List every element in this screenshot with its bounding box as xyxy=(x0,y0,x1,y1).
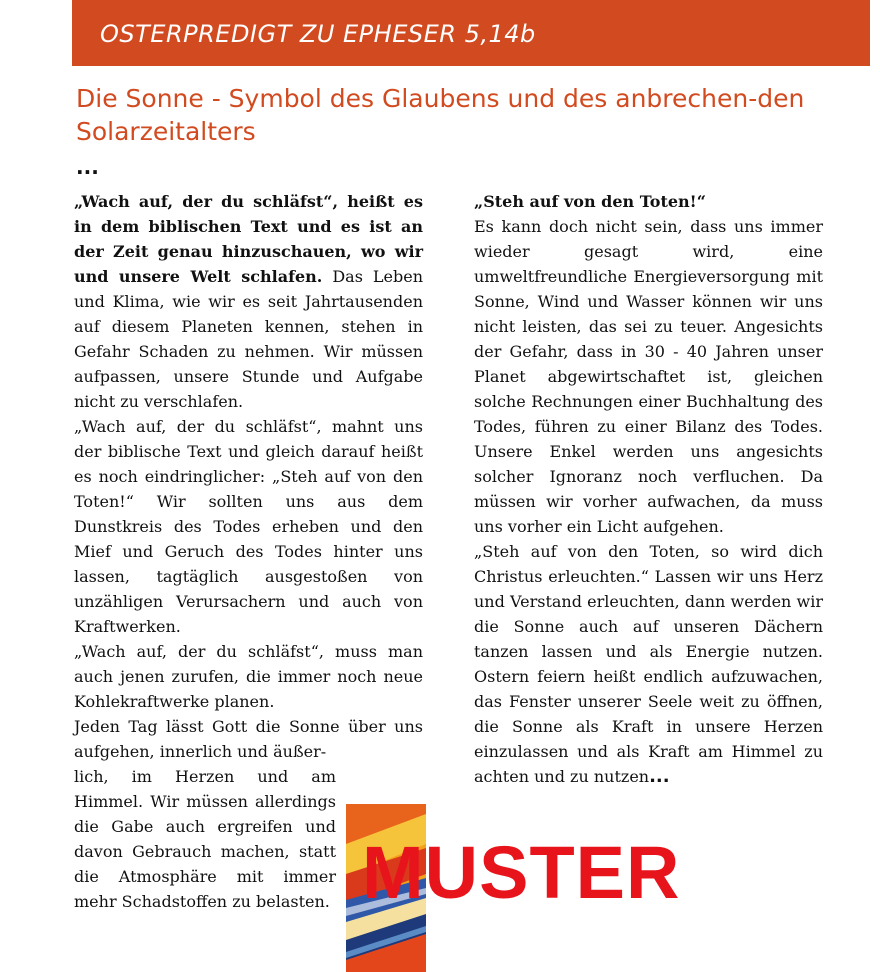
end-ellipsis: ... xyxy=(649,766,670,787)
article-subtitle: Die Sonne - Symbol des Glaubens und des anbrechen-den Solarzeitalters xyxy=(76,84,805,146)
left-paragraph-3: „Wach auf, der du schläfst“, muss man auch jenen zurufen, die immer noch neue Kohlekraftwerke planen. xyxy=(74,642,423,711)
left-paragraph-4-wide: Jeden Tag lässt Gott die Sonne über uns aufgehen, innerlich und äußer- xyxy=(74,717,423,761)
right-paragraph-2-text: „Steh auf von den Toten, so wird dich Christus erleuchten.“ Lassen wir uns Herz und Verstand erleuchten, dann werden wir die Sonne auch auf unseren Dächern tanzen lassen und als Energie nutzen. Ostern feiern heißt endlich aufzuwachen, das Fenster unserer Seele weit zu öffnen, die Sonne als Kraft in unsere Herzen einzulassen und als Kraft am Himmel zu achten und zu nutzen xyxy=(474,542,823,786)
left-paragraph-4-narrow: lich, im Herzen und am Himmel. Wir müssen allerdings die Gabe auch ergreifen und davon Gebrauch machen, statt die Atmosphäre mit immer mehr Schadstoffen zu belasten. xyxy=(74,767,336,911)
right-heading: „Steh auf von den Toten!“ xyxy=(474,192,706,211)
right-column xyxy=(474,189,823,789)
header-bar xyxy=(72,0,870,66)
left-paragraph-1 xyxy=(74,189,423,414)
header-title: OSTERPREDIGT ZU EPHESER 5,14b xyxy=(100,20,536,48)
intro-ellipsis: ... xyxy=(76,155,99,179)
right-paragraph-2 xyxy=(474,539,823,789)
lead-rest-text: Das Leben und Klima, wie wir es seit Jahrtausenden auf diesem Planeten kennen, stehen in Gefahr Schaden zu nehmen. Wir müssen aufpassen, unsere Stunde und Aufgabe nicht zu verschlafen. xyxy=(74,267,424,411)
lead-bold-text: „Wach auf, der du schläfst“, heißt es in dem biblischen Text und es ist an der Zeit genau hinzuschauen, wo wir und unsere Welt schlafen. xyxy=(74,192,423,286)
muster-watermark: MUSTER xyxy=(362,831,681,914)
left-paragraph-2: „Wach auf, der du schläfst“, mahnt uns der biblische Text und gleich darauf heißt es noch eindringlicher: „Steh auf von den Toten!“ Wir sollten uns aus dem Dunstkreis des Todes erheben und den Mief und Geruch des Todes hinter uns lassen, tagtäglich ausgestoßen von unzähligen Verursachern und auch von Kraftwerken. xyxy=(74,417,423,636)
right-paragraph-1: Es kann doch nicht sein, dass uns immer wieder gesagt wird, eine umweltfreundliche Energieversorgung mit Sonne, Wind und Wasser können wir uns nicht leisten, das sei zu teuer. Angesichts der Gefahr, dass in 30 - 40 Jahren unser Planet abgewirtschaftet ist, gleichen solche Rechnungen einer Buchhaltung des Todes, führen zu einer Bilanz des Todes. Unsere Enkel werden uns angesichts solcher Ignoranz noch verfluchen. Da müssen wir vorher aufwachen, da muss uns vorher ein Licht aufgehen. xyxy=(474,217,823,536)
